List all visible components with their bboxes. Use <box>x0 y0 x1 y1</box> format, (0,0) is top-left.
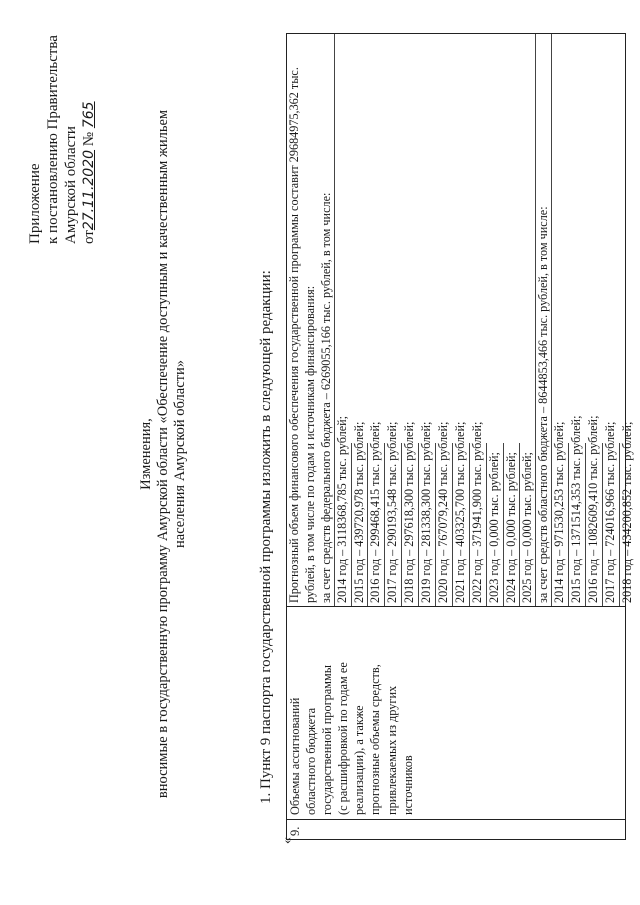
content-line: 2019 год – 281338,300 тыс. рублей; <box>419 443 436 606</box>
content-line: 2023 год – 0,000 тыс. рублей; <box>487 443 504 606</box>
passport-table <box>286 33 634 840</box>
appendix-line1: к постановлению Правительства <box>45 35 61 244</box>
heading-line1: Изменения, <box>138 418 154 490</box>
label-line: источников <box>400 755 415 815</box>
document-heading <box>138 64 189 844</box>
label-line: (с расшифровкой по годам ее <box>336 662 351 815</box>
content-line: 2017 год – 724016,966 тыс. рублей; <box>603 443 620 606</box>
handwritten-number: 765 <box>81 101 97 129</box>
label-line: привлекаемых из других <box>384 685 399 815</box>
content-line: 2017 год – 290193,548 тыс. рублей; <box>385 443 402 606</box>
label-line: прогнозные объемы средств, <box>368 664 383 815</box>
appendix-line2: Амурской области <box>63 126 79 244</box>
content-line: 2018 год – 434200,852 тыс. рублей; <box>619 421 634 603</box>
appendix-block <box>26 4 98 244</box>
heading-line3: населения Амурской области» <box>172 360 188 548</box>
appendix-date-line <box>80 4 98 244</box>
date-prefix: от <box>81 230 97 244</box>
content-line: 2014 год – 971530,253 тыс. рублей; <box>552 443 569 606</box>
row-content-cell <box>287 34 634 606</box>
content-line: 2025 год – 0,000 тыс. рублей; <box>520 34 536 606</box>
content-line: 2015 год – 1371514,353 тыс. рублей; <box>569 443 586 606</box>
row-number-cell: 9. <box>287 819 625 839</box>
content-line: Прогнозный объем финансового обеспечения государственной программы составит 29684975,362 тыс. <box>287 67 301 603</box>
label-line: государственной программы <box>320 664 335 815</box>
label-line: реализации), а также <box>352 705 367 815</box>
heading-line2: вносимые в государственную программу Амурской области «Обеспечение доступным и качественным жильем <box>155 109 171 799</box>
content-line: 2018 год – 297618,300 тыс. рублей; <box>402 443 419 606</box>
label-line: областного бюджета <box>304 707 319 815</box>
content-line: 2016 год – 1082609,410 тыс. рублей; <box>586 443 603 606</box>
content-line: 2016 год – 299468,415 тыс. рублей; <box>368 443 385 606</box>
content-line: 2022 год – 371941,900 тыс. рублей; <box>470 443 487 606</box>
label-line: Объемы ассигнований <box>288 697 302 815</box>
content-line: 2020 год – 767079,240 тыс. рублей; <box>436 443 453 606</box>
intro-paragraph: 1. Пункт 9 паспорта государственной программы изложить в следующей редакции: <box>258 270 274 804</box>
content-line: за счет средств федерального бюджета – 6269055,166 тыс. рублей, в том числе: <box>319 34 335 606</box>
content-line: 2021 год – 403325,700 тыс. рублей; <box>453 443 470 606</box>
content-line: 2015 год – 439720,978 тыс. рублей; <box>352 443 369 606</box>
handwritten-date: 27.11.2020 <box>81 149 97 231</box>
content-line: 2014 год – 3118368,785 тыс. рублей; <box>335 443 352 606</box>
row-label-cell <box>287 606 625 819</box>
content-line: за счет средств областного бюджета – 8644853,466 тыс. рублей, в том числе: <box>536 34 552 606</box>
quote-mark: « <box>280 837 295 844</box>
number-prefix: № <box>81 131 97 147</box>
appendix-title: Приложение <box>27 163 43 244</box>
content-line: 2024 год – 0,000 тыс. рублей; <box>504 443 521 606</box>
content-line: рублей, в том числе по годам и источникам финансирования: <box>302 285 317 603</box>
